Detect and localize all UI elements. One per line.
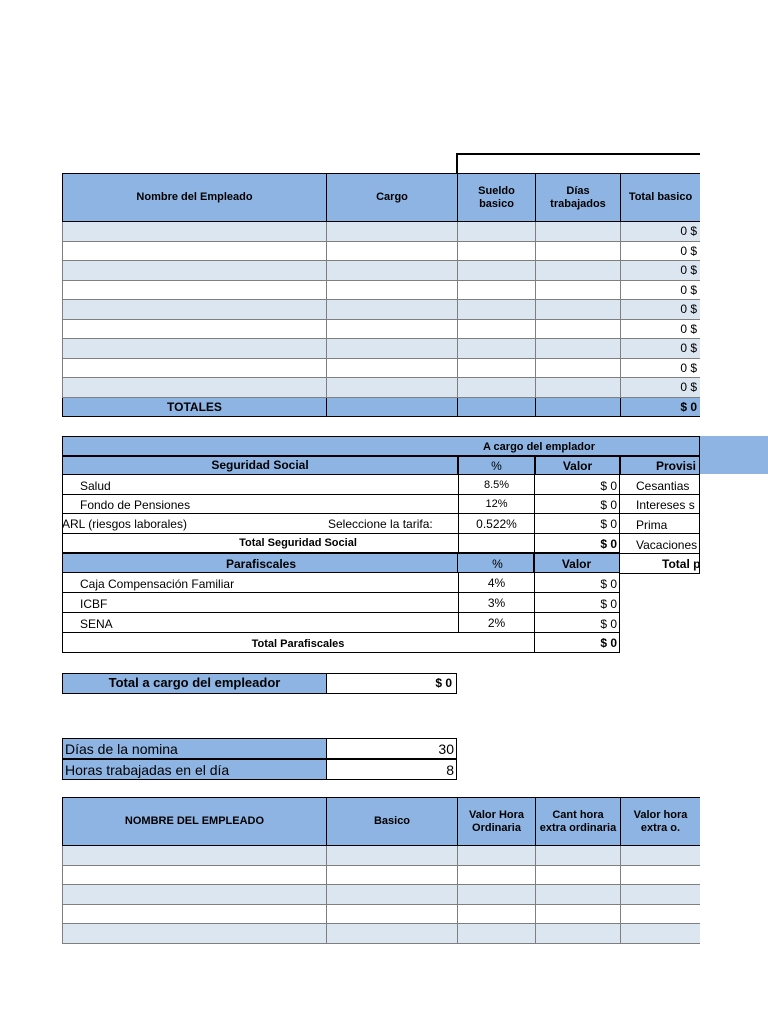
para-header-row: Parafiscales % Valor <box>62 553 620 573</box>
total-basico-cell[interactable]: 0 $ <box>621 241 701 261</box>
para-total-row: Total Parafiscales $ 0 <box>251 636 617 650</box>
total-basico-cell[interactable]: 0 $ <box>621 222 701 242</box>
table-row <box>63 865 701 885</box>
arl-tarifa-select[interactable]: 0.522% <box>476 517 517 531</box>
header-cargo: Cargo <box>327 174 458 222</box>
table-row <box>63 319 701 339</box>
employer-title: A cargo del emplador <box>482 441 596 453</box>
table-row <box>63 846 701 866</box>
table-row <box>63 358 701 378</box>
param-label-dias: Días de la nomina <box>62 738 327 759</box>
header-sueldo: Sueldo basico <box>458 174 536 222</box>
total-basico-cell[interactable]: 0 $ <box>621 319 701 339</box>
employer-title-bar <box>62 436 700 456</box>
ss-row-salud: Salud 8.5% $ 0 <box>62 475 620 495</box>
payroll-table <box>62 173 700 417</box>
para-row-sena: SENA 2% $ 0 <box>62 613 620 633</box>
ss-row-pensiones: Fondo de Pensiones 12% $ 0 <box>62 495 620 514</box>
provisions-total: Total p <box>662 557 701 571</box>
totals-label: TOTALES <box>63 397 327 417</box>
employer-total-label: Total a cargo del empleador <box>62 673 327 694</box>
tarifa-label: Seleccione la tarifa: <box>328 517 433 531</box>
header-dias: Días trabajados <box>536 174 621 222</box>
table-row <box>63 885 701 905</box>
provisions-header-block <box>700 436 768 474</box>
ss-row-arl: ARL (riesgos laborales) Seleccione la tarifa: 0.522% $ 0 <box>62 514 620 534</box>
table-row <box>63 924 701 944</box>
ot-header-valor-hora: Valor Hora Ordinaria <box>458 798 536 846</box>
param-value-dias[interactable]: 30 <box>326 738 457 759</box>
overtime-table-wrapper <box>62 797 700 947</box>
total-basico-cell[interactable]: 0 $ <box>621 378 701 398</box>
ot-header-basico: Basico <box>327 798 458 846</box>
table-row <box>63 904 701 924</box>
valor-header: Valor <box>562 459 593 473</box>
para-row-caja: Caja Compensación Familiar 4% $ 0 <box>62 573 620 593</box>
table-row <box>63 300 701 320</box>
table-row <box>63 378 701 398</box>
para-row-icbf: ICBF 3% $ 0 <box>62 593 620 613</box>
table-row <box>63 222 701 242</box>
payroll-table-wrapper <box>62 173 700 417</box>
param-label-horas: Horas trabajadas en el día <box>62 759 327 780</box>
total-basico-cell[interactable]: 0 $ <box>621 280 701 300</box>
ot-header-nombre: NOMBRE DEL EMPLEADO <box>63 798 327 846</box>
employer-section <box>62 436 768 656</box>
table-row <box>63 261 701 281</box>
header-total-basico: Total basico <box>621 174 701 222</box>
ot-header-cant-hora: Cant hora extra ordinaria <box>536 798 621 846</box>
para-header: Parafiscales <box>225 557 297 571</box>
param-value-horas[interactable]: 8 <box>326 759 457 780</box>
totals-row <box>63 397 701 417</box>
totals-value: $ 0 <box>621 397 701 417</box>
table-row <box>63 339 701 359</box>
total-basico-cell[interactable]: 0 $ <box>621 261 701 281</box>
total-basico-cell[interactable]: 0 $ <box>621 339 701 359</box>
overtime-table <box>62 797 700 944</box>
total-basico-cell[interactable]: 0 $ <box>621 358 701 378</box>
ss-total-row: Total Seguridad Social $ 0 <box>62 534 620 553</box>
top-bracket-line <box>456 153 700 173</box>
employer-total-value: $ 0 <box>326 673 457 694</box>
pct-header: % <box>491 459 502 473</box>
total-basico-cell[interactable]: 0 $ <box>621 300 701 320</box>
header-nombre: Nombre del Empleado <box>63 174 327 222</box>
provisions-column: Cesantias Intereses s Prima Vacaciones Total p <box>620 475 700 574</box>
table-row <box>63 280 701 300</box>
ss-header: Seguridad Social <box>211 458 309 472</box>
ot-header-valor-extra: Valor hora extra o. <box>621 798 701 846</box>
table-row <box>63 241 701 261</box>
provisions-header: Provisi <box>656 459 697 473</box>
